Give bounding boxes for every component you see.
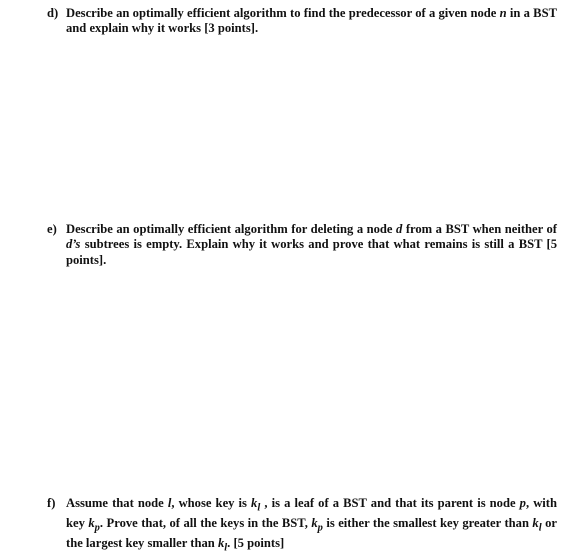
variable-l: l	[167, 496, 172, 510]
variable-k-p: $k_p$	[88, 515, 100, 534]
question-d	[47, 6, 557, 37]
question-f-text: Assume that node l, whose key is $k_l$ , is a leaf of a BST and that its parent is node p, with key $k_p$. Prove that, of all the keys in the BST, $k_p$ is either the smallest key greater than $k_l$ or the largest key smaller than $k_l$. [5 points]	[66, 496, 558, 554]
question-e	[47, 222, 557, 268]
variable-p: p	[519, 496, 526, 510]
question-e-text: Describe an optimally efficient algorithm for deleting a node d from a BST when neither of d’s subtrees is empty. Explain why it works and prove that what remains is still a BST [5 points].	[66, 222, 557, 267]
variable-n: n	[499, 6, 507, 20]
variable-k-l: $k_l$	[251, 496, 261, 514]
variable-k-p: $k_p$	[311, 515, 323, 534]
question-d-letter: d)	[47, 6, 59, 20]
variable-d-possessive: d’s	[66, 237, 81, 252]
variable-k-l: $k_l$	[532, 515, 542, 534]
variable-k-l: $k_l$	[217, 535, 228, 554]
question-f-letter: f)	[47, 496, 56, 510]
question-e-letter: e)	[47, 222, 57, 236]
question-f	[47, 496, 557, 556]
question-d-text: Describe an optimally efficient algorithm to find the predecessor of a given node n in a BST and explain why it works [3 points].	[66, 6, 557, 36]
variable-d: d	[396, 222, 403, 236]
